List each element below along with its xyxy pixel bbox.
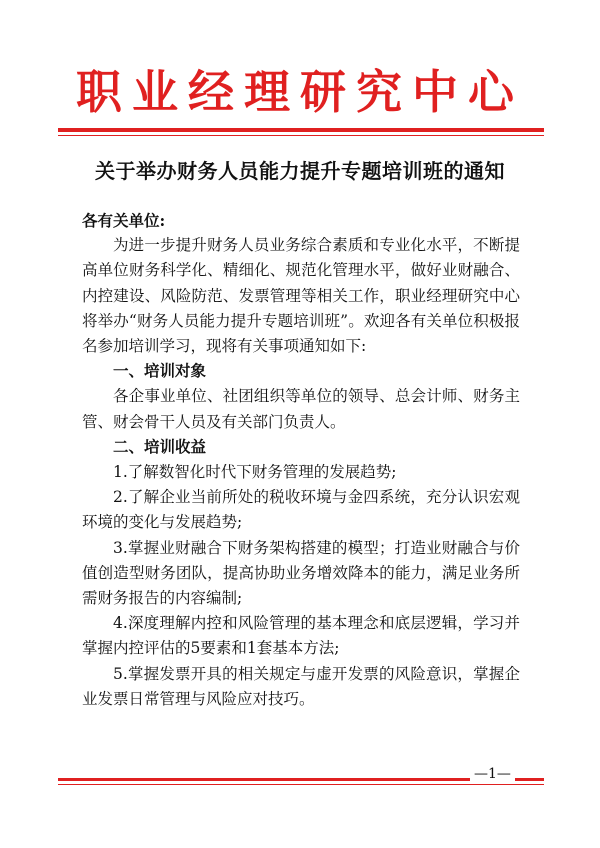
benefit-item: 3.掌握业财融合下财务架构搭建的模型；打造业财融合与价值创造型财务团队，提高协助业务增效降本的能力，满足业务所需财务报告的内容编制; (82, 538, 520, 608)
letterhead-rule-thick (58, 128, 544, 132)
document-body (82, 208, 520, 712)
page-number: —1— (470, 764, 515, 784)
benefit-item: 4.深度理解内控和风险管理的基本理念和底层逻辑，学习并掌握内控评估的5要素和1套基本方法; (82, 614, 520, 658)
letterhead-rule-thin (58, 135, 544, 136)
section-heading-audience: 一、培训对象 (113, 362, 207, 381)
addressee: 各有关单位: (82, 211, 166, 230)
section-paragraph: 各企事业单位、社团组织等单位的领导、总会计师、财务主管、财会骨干人员及有关部门负责人。 (82, 387, 520, 431)
footer-rule-thin (58, 784, 544, 785)
letterhead-org-name: 职业经理研究中心 (76, 65, 524, 119)
document-title: 关于举办财务人员能力提升专题培训班的通知 (95, 159, 505, 183)
intro-paragraph: 为进一步提升财务人员业务综合素质和专业化水平，不断提高单位财务科学化、精细化、规范化管理水平，做好业财融合、内控建设、风险防范、发票管理等相关工作，职业经理研究中心将举办“财务人员能力提升专题培训班”。欢迎各有关单位积极报名参加培训学习，现将有关事项通知如下: (82, 236, 520, 356)
benefit-item: 1.了解数智化时代下财务管理的发展趋势; (113, 463, 397, 482)
section-heading-benefits: 二、培训收益 (113, 437, 207, 456)
benefit-item: 2.了解企业当前所处的税收环境与金四系统，充分认识宏观环境的变化与发展趋势; (82, 488, 520, 532)
benefit-item: 5.掌握发票开具的相关规定与虚开发票的风险意识，掌握企业发票日常管理与风险应对技巧。 (82, 664, 520, 708)
